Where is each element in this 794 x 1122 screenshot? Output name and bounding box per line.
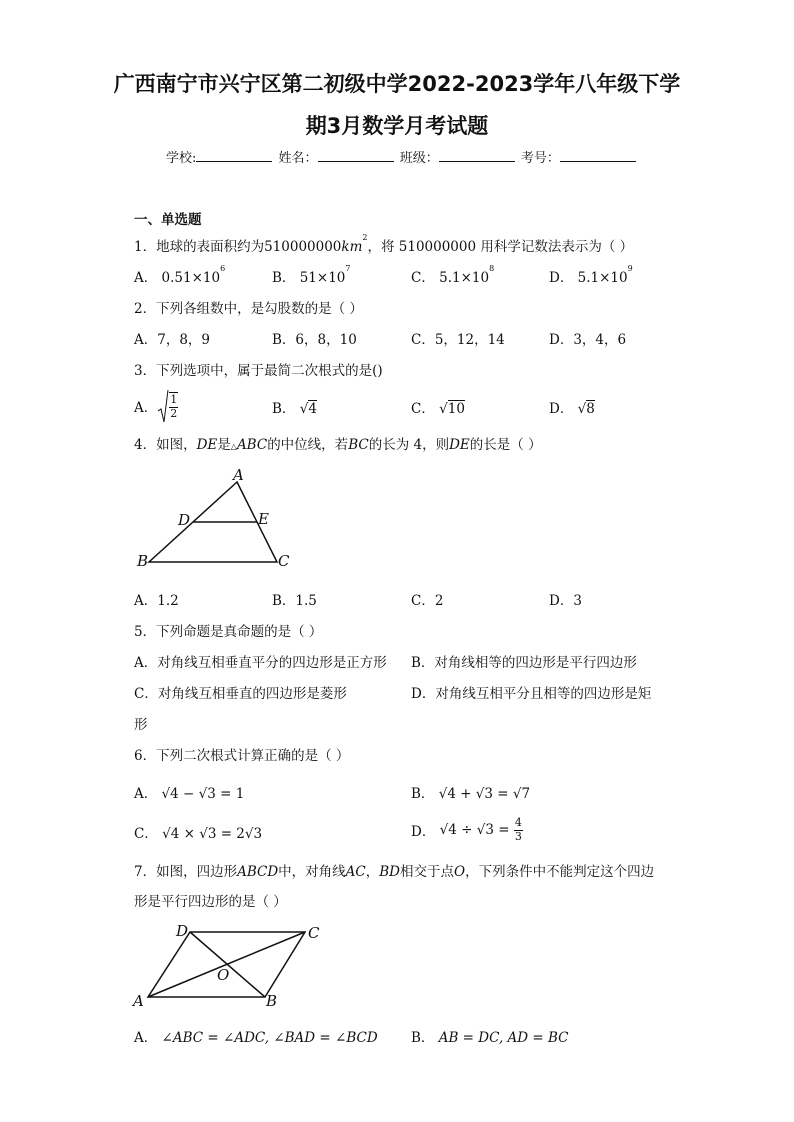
question-5: 5．下列命题是真命题的是（ ） — [134, 624, 323, 640]
q1-option-c[interactable] — [411, 266, 494, 286]
q3-c-label: C． — [411, 401, 435, 417]
q1-a-base: 0.51×10 — [161, 270, 221, 286]
page-title-line1: 广西南宁市兴宁区第二初级中学2022-2023学年八年级下学 — [113, 72, 681, 96]
name-label: 姓名： — [278, 151, 318, 166]
q7-b-expr: AB = DC, AD = BC — [438, 1030, 569, 1046]
q1-option-a[interactable] — [134, 266, 225, 286]
q1-option-d[interactable] — [549, 266, 633, 286]
q6-option-c[interactable] — [134, 822, 262, 842]
q1-c-base: 5.1×10 — [439, 270, 490, 286]
triangle-symbol: △ — [230, 442, 237, 451]
q6-c-expr: √4 × √3 = 2√3 — [162, 826, 263, 842]
label-b: B — [137, 552, 149, 570]
q7-b-label: B． — [411, 1030, 435, 1046]
q4-text-b: 是 — [217, 437, 231, 453]
question-4 — [134, 433, 542, 453]
q3-a-den: 2 — [170, 406, 178, 420]
q6-a-expr: √4 − √3 = 1 — [161, 786, 245, 802]
label-a: A — [133, 992, 144, 1010]
q4-abc: ABC — [236, 437, 268, 453]
school-label: 学校: — [166, 151, 197, 166]
q7-option-a[interactable] — [134, 1026, 378, 1046]
q7-bd: BD — [379, 864, 401, 880]
q7-text-c: ， — [365, 864, 380, 880]
q4-bc: BC — [348, 437, 369, 453]
q3-option-d[interactable]: D． √8 — [549, 401, 595, 417]
q5-option-a[interactable]: A．对角线互相垂直平分的四边形是正方形 — [134, 655, 387, 671]
q3-a-fraction — [169, 392, 178, 419]
q4-text-a: 4．如图， — [134, 437, 197, 453]
q5-option-b[interactable]: B．对角线相等的四边形是平行四边形 — [411, 655, 637, 671]
number-blank — [560, 149, 636, 162]
q6-d-num: 4 — [514, 816, 522, 830]
q1-option-b[interactable] — [272, 266, 350, 286]
question-6: 6．下列二次根式计算正确的是（ ） — [134, 748, 350, 764]
q3-c-radicand: 10 — [447, 401, 465, 417]
q1-a-exp: 6 — [220, 264, 226, 273]
page-title-line2: 期3月数学月考试题 — [305, 114, 489, 138]
q6-d-den: 3 — [514, 829, 522, 843]
label-d: D — [178, 511, 191, 529]
q3-b-radicand: 4 — [308, 401, 317, 417]
q4-de2: DE — [449, 437, 470, 453]
q7-text-d: 相交于点 — [400, 864, 455, 880]
label-a: A — [233, 466, 244, 484]
q1-d-base: 5.1×10 — [577, 270, 628, 286]
sqrt-sign — [157, 389, 169, 423]
label-e: E — [258, 510, 269, 528]
q7-option-b[interactable] — [411, 1026, 569, 1046]
q1-d-label: D． — [549, 270, 574, 286]
q6-option-b[interactable] — [411, 782, 530, 802]
q6-b-expr: √4 + √3 = √7 — [438, 786, 531, 802]
label-d: D — [176, 922, 189, 940]
q7-a-label: A． — [134, 1030, 158, 1046]
label-o: O — [217, 966, 230, 984]
label-c: C — [278, 552, 290, 570]
q1-a-label: A． — [134, 270, 158, 286]
q6-d-label: D． — [411, 824, 436, 840]
q1-unit-exp: 2 — [362, 233, 368, 242]
q6-b-label: B． — [411, 786, 435, 802]
q6-c-label: C． — [134, 826, 158, 842]
q1-text-b: ，将 510000000 用科学记数法表示为（ ） — [367, 239, 634, 255]
question-7 — [134, 860, 654, 880]
diagonal-bd — [190, 932, 265, 997]
q4-option-b[interactable]: B．1.5 — [272, 593, 317, 609]
q4-option-a[interactable]: A．1.2 — [134, 593, 179, 609]
triangle-figure — [134, 462, 304, 574]
label-b: B — [266, 992, 278, 1010]
class-label: 班级： — [399, 151, 439, 166]
q3-d-radicand: 8 — [586, 401, 595, 417]
q7-text-e: ，下列条件中不能判定这个四边 — [465, 864, 655, 880]
q7-text-a: 7．如图，四边形 — [134, 864, 238, 880]
question-2: 2．下列各组数中，是勾股数的是（ ） — [134, 301, 363, 317]
q5-option-d-continued: 形 — [134, 717, 148, 733]
class-blank — [439, 149, 515, 162]
q6-option-a[interactable] — [134, 782, 244, 802]
q5-option-c[interactable]: C．对角线互相垂直的四边形是菱形 — [134, 686, 347, 702]
label-c: C — [308, 924, 320, 942]
q3-a-num: 1 — [170, 393, 178, 407]
q3-option-a[interactable] — [134, 389, 178, 423]
q4-text-d: 的长为 4，则 — [368, 437, 450, 453]
question-7-line2: 形是平行四边形的是（ ） — [134, 894, 287, 910]
q1-b-base: 51×10 — [299, 270, 346, 286]
q1-text-a: 1．地球的表面积约为510000000 — [134, 239, 342, 255]
q1-b-exp: 7 — [345, 264, 351, 273]
q1-unit: km — [341, 239, 363, 255]
q4-text-c: 的中位线，若 — [267, 437, 349, 453]
q7-o: O — [454, 864, 466, 880]
q3-option-c[interactable]: C． √10 — [411, 401, 465, 417]
q3-option-b[interactable]: B． √4 — [272, 401, 317, 417]
q4-option-d[interactable]: D．3 — [549, 593, 582, 609]
q4-de: DE — [196, 437, 218, 453]
q6-d-fraction — [514, 817, 523, 842]
parallelogram-figure — [130, 918, 330, 1010]
q2-option-a[interactable]: A．7，8，9 — [134, 332, 211, 348]
q1-d-exp: 9 — [627, 264, 633, 273]
question-1 — [134, 235, 633, 255]
number-label: 考号： — [520, 151, 560, 166]
question-3: 3．下列选项中，属于最简二次根式的是() — [134, 363, 383, 379]
q3-b-label: B． — [272, 401, 296, 417]
q2-option-c[interactable]: C．5，12，14 — [411, 332, 505, 348]
section-header: 一、单选题 — [134, 212, 202, 228]
q2-option-b[interactable]: B．6，8，10 — [272, 332, 357, 348]
q3-a-label: A． — [134, 400, 158, 416]
q4-text-e: 的长是（ ） — [469, 437, 542, 453]
q1-b-label: B． — [272, 270, 296, 286]
q1-c-label: C． — [411, 270, 435, 286]
q7-a-expr: ∠ABC = ∠ADC, ∠BAD = ∠BCD — [161, 1030, 378, 1046]
q6-option-d[interactable] — [411, 814, 523, 846]
school-blank — [196, 149, 272, 162]
q7-abcd: ABCD — [237, 864, 279, 880]
q7-text-b: 中，对角线 — [278, 864, 346, 880]
q3-d-label: D． — [549, 401, 574, 417]
name-blank — [318, 149, 394, 162]
q4-option-c[interactable]: C．2 — [411, 593, 444, 609]
q7-ac: AC — [345, 864, 366, 880]
q5-option-d[interactable]: D．对角线互相平分且相等的四边形是矩 — [411, 686, 652, 702]
q6-a-label: A． — [134, 786, 158, 802]
info-line — [166, 147, 638, 166]
q6-d-expr: √4 ÷ √3 = — [439, 822, 510, 838]
q2-option-d[interactable]: D．3，4，6 — [549, 332, 627, 348]
q1-c-exp: 8 — [489, 264, 495, 273]
